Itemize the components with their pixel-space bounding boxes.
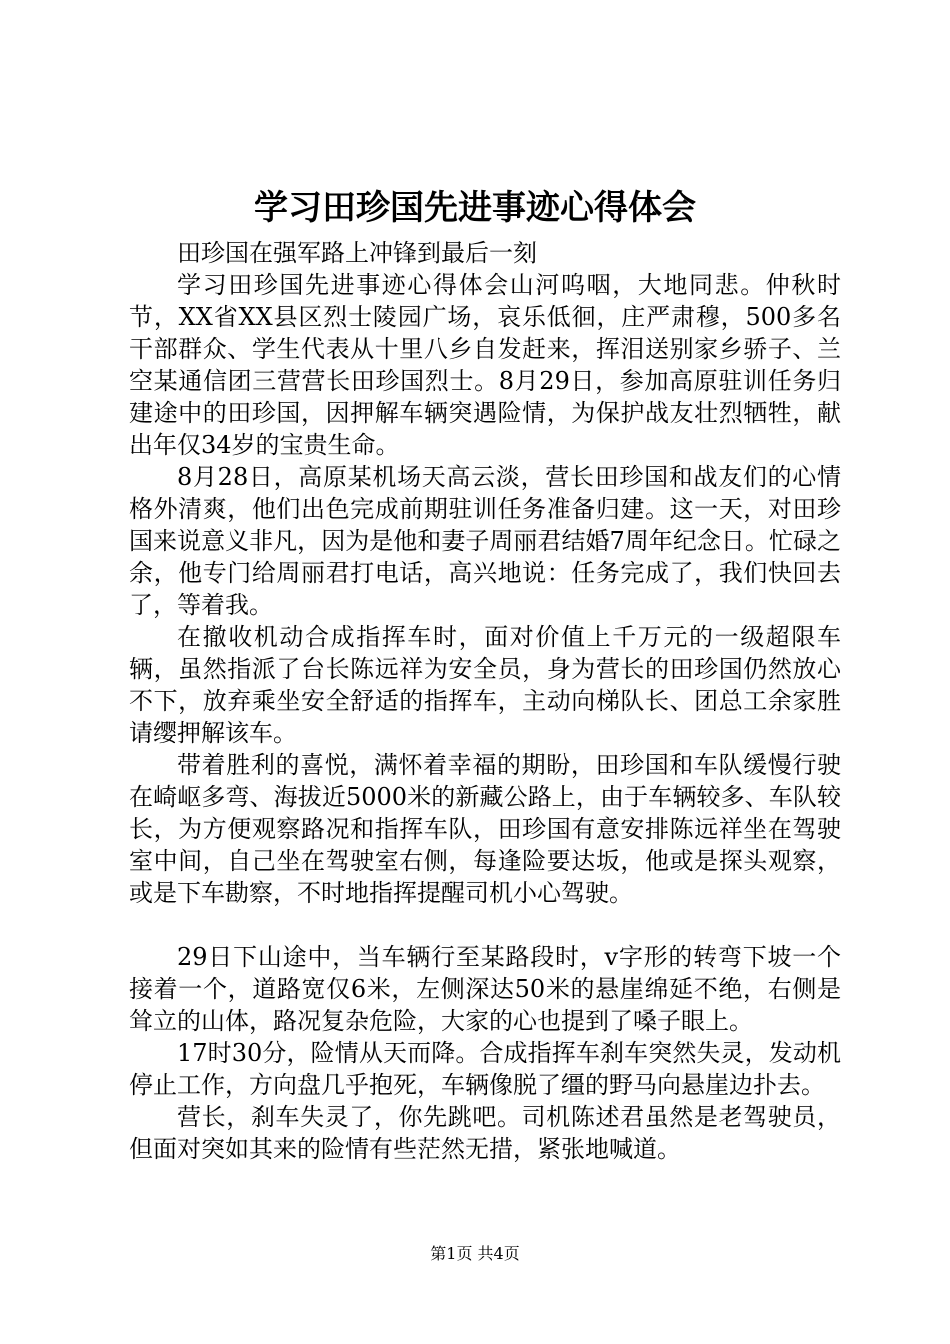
paragraph: 29日下山途中，当车辆行至某路段时，v字形的转弯下坡一个接着一个，道路宽仅6米，左侧深达50米的悬崖绵延不绝，右侧是耸立的山体，路况复杂危险，大家的心也提到了嗓子眼上。 [129,943,841,1035]
paragraph-subtitle: 田珍国在强军路上冲锋到最后一刻 [177,239,537,267]
paragraph: 8月28日，高原某机场天高云淡，营长田珍国和战友们的心情格外清爽，他们出色完成前期驻训任务准备归建。这一天，对田珍国来说意义非凡，因为是他和妻子周丽君结婚7周年纪念日。忙碌之余，他专门给周丽君打电话，高兴地说：任务完成了，我们快回去了，等着我。 [129,463,841,619]
paragraph: 带着胜利的喜悦，满怀着幸福的期盼，田珍国和车队缓慢行驶在崎岖多弯、海拔近5000米的新藏公路上，由于车辆较多、车队较长，为方便观察路况和指挥车队，田珍国有意安排陈远祥坐在驾驶室中间，自己坐在驾驶室右侧，每逢险要达坂，他或是探头观察，或是下车勘察，不时地指挥提醒司机小心驾驶。 [129,751,841,907]
document-body [129,237,841,1165]
page-number-footer: 第1页 共4页 [430,1244,520,1263]
paragraph: 营长，刹车失灵了，你先跳吧。司机陈述君虽然是老驾驶员，但面对突如其来的险情有些茫然无措，紧张地喊道。 [129,1103,841,1163]
paragraph: 学习田珍国先进事迹心得体会山河呜咽，大地同悲。仲秋时节，XX省XX县区烈士陵园广场，哀乐低徊，庄严肃穆，500多名干部群众、学生代表从十里八乡自发赶来，挥泪送别家乡骄子、兰空某通信团三营营长田珍国烈士。8月29日，参加高原驻训任务归建途中的田珍国，因押解车辆突遇险情，为保护战友壮烈牺牲，献出年仅34岁的宝贵生命。 [129,271,841,459]
document-title: 学习田珍国先进事迹心得体会 [254,188,696,228]
paragraph: 在撤收机动合成指挥车时，面对价值上千万元的一级超限车辆，虽然指派了台长陈远祥为安全员，身为营长的田珍国仍然放心不下，放弃乘坐安全舒适的指挥车，主动向梯队长、团总工余家胜请缨押解该车。 [129,623,841,747]
paragraph: 17时30分，险情从天而降。合成指挥车刹车突然失灵，发动机停止工作，方向盘几乎抱死，车辆像脱了缰的野马向悬崖边扑去。 [129,1039,841,1099]
